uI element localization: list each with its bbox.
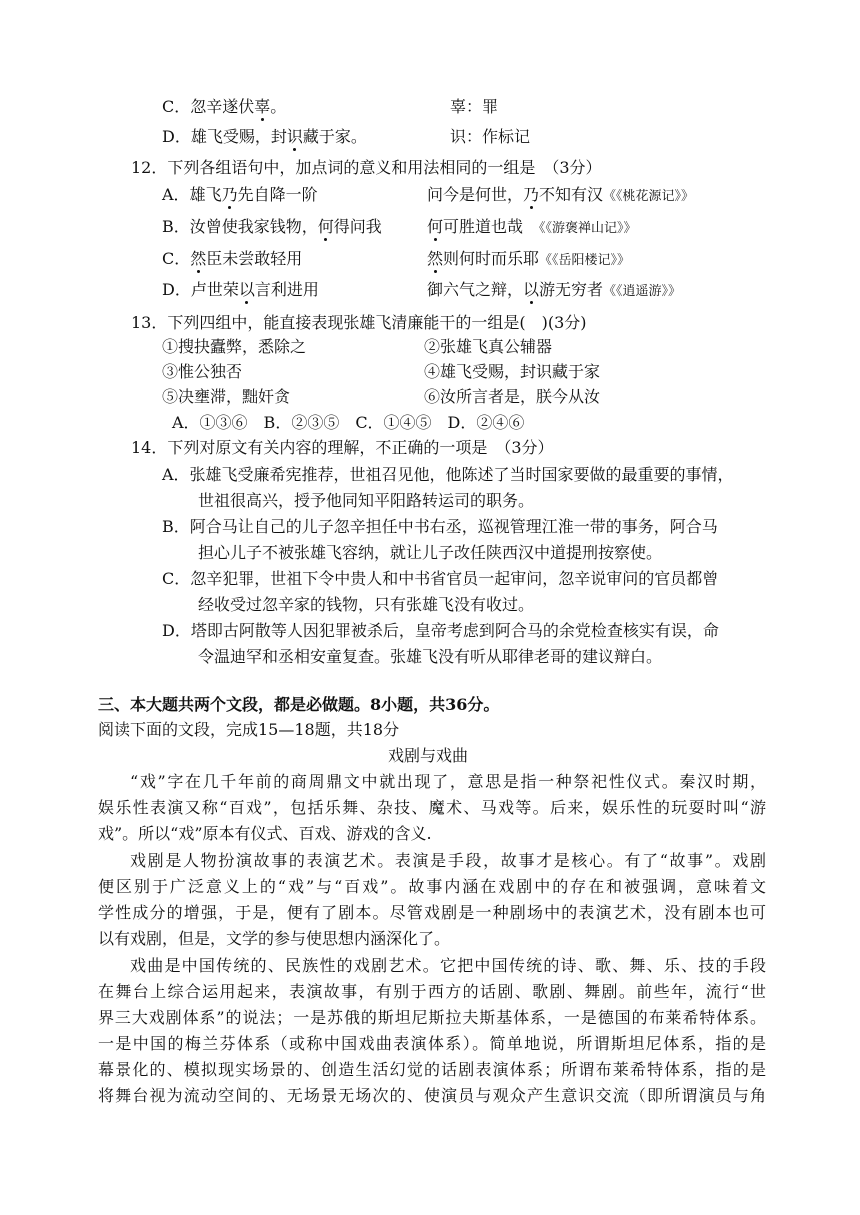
passage-line: 一是中国的梅兰芬体系（或称中国戏曲表演体系）。简单地说，所谓斯坦尼体系，指的是 (98, 1034, 766, 1053)
q12-option-c-compare (427, 248, 630, 272)
passage-line: 娱乐性表演又称“百戏”，包括乐舞、杂技、魔术、马戏等。后来，娱乐性的玩耍时叫“游 (98, 798, 766, 817)
dotted-word: 以 (238, 280, 255, 299)
option-label: C． (162, 249, 191, 268)
q14-option-c-line1: C．忽辛犯罪，世祖下令中贵人和中书省官员一起审问，忽辛说审问的官员都曾 (162, 569, 719, 588)
q13-stem: 13．下列四组中，能直接表现张雄飞清廉能干的一组是( )(3分) (131, 313, 587, 332)
option-text: 则何时而乐耶 (443, 249, 540, 268)
passage-line: “戏”字在几千年前的商周鼎文中就出现了，意思是指一种祭祀性仪式。秦汉时期， (130, 772, 766, 791)
dotted-word: 何 (427, 217, 444, 236)
option-label: B． (162, 217, 190, 236)
q14-option-a-line1: A．张雄飞受廉希宪推荐，世祖召见他，他陈述了当时国家要做的最重要的事情， (162, 465, 734, 484)
q11-option-c-answer: 辜：罪 (450, 97, 499, 116)
source-note: 《《游褒禅山记》》 (539, 221, 637, 236)
option-text: 游无穷者 (539, 280, 604, 299)
q12-option-c (162, 248, 302, 270)
q12-option-b-compare (427, 216, 637, 240)
q13-item: ⑥汝所言者是，朕今从汝 (424, 387, 601, 406)
q11-option-c (162, 96, 286, 118)
option-text: 不知有汉 (539, 185, 604, 204)
passage-line: 将舞台视为流动空间的、无场景无场次的、使演员与观众产生意识交流（即所谓演员与角 (98, 1086, 766, 1105)
option-text: 雄飞受赐，封 (190, 127, 287, 146)
dotted-word: 乃 (221, 185, 238, 204)
section-heading: 三、本大题共两个文段，都是必做题。8小题，共36分。 (98, 695, 500, 714)
passage-title: 戏剧与戏曲 (388, 746, 469, 765)
option-text: 藏于家。 (302, 127, 367, 146)
option-label: D． (162, 280, 191, 299)
q14-stem: 14．下列对原文有关内容的理解，不正确的一项是 （3分） (131, 438, 554, 457)
passage-line: 在舞台上综合运用起来，表演故事，有别于西方的话剧、歌剧、舞剧。前些年，流行“世 (98, 982, 766, 1001)
q13-item: ②张雄飞真公辅器 (424, 337, 553, 356)
dotted-word: 乃 (523, 185, 540, 204)
option-text: 汝曾使我家钱物， (189, 217, 318, 236)
option-text: 。 (270, 97, 287, 116)
dotted-word: 识 (286, 127, 303, 146)
q13-item: ⑤决壅滞，黜奸贪 (162, 387, 291, 406)
q12-option-a-compare (427, 184, 694, 208)
passage-line: 戏剧是人物扮演故事的表演艺术。表演是手段，故事才是核心。有了“故事”。戏剧 (130, 851, 766, 870)
passage-line: 戏曲是中国传统的、民族性的戏剧艺术。它把中国传统的诗、歌、舞、乐、技的手段 (130, 956, 766, 975)
q11-option-d-answer: 识：作标记 (450, 127, 531, 146)
passage-line: 便区别于广泛意义上的“戏”与“百戏”。故事内涵在戏剧中的存在和被强调，意味着文 (98, 877, 766, 896)
option-text: 问今是何世， (427, 185, 524, 204)
option-text: 可胜道也哉 (443, 217, 524, 236)
source-note: 《《逍遥游》》 (603, 284, 682, 299)
option-text: 御六气之辩， (427, 280, 524, 299)
option-text: 得问我 (333, 217, 382, 236)
source-note: 《《岳阳楼记》》 (539, 253, 631, 268)
option-text: 忽辛遂伏 (190, 97, 255, 116)
option-text: 卢世荣 (190, 280, 239, 299)
q14-option-b-line2: 担心儿子不被张雄飞容纳，就让儿子改任陕西汉中道提刑按察使。 (198, 543, 663, 562)
option-text: 先自降一阶 (237, 185, 318, 204)
passage-line: 戏”。所以“戏”原本有仪式、百戏、游戏的含义. (98, 824, 432, 843)
q13-item: ①搜抉蠹弊，悉除之 (162, 337, 307, 356)
q13-item: ④雄飞受赐，封识藏于家 (424, 362, 601, 381)
option-label: C． (162, 97, 191, 116)
reading-instruction: 阅读下面的文段，完成15—18题，共18分 (98, 720, 400, 739)
option-text: 言利进用 (254, 280, 319, 299)
passage-line: 以有戏剧，但是，文学的参与使思想内涵深化了。 (98, 929, 451, 948)
option-text: 臣未尝敢轻用 (206, 249, 303, 268)
q14-option-b-line1: B．阿合马让自己的儿子忽辛担任中书右丞，巡视管理江淮一带的事务，阿合马 (162, 517, 718, 536)
q14-option-a-line2: 世祖很高兴，授予他同知平阳路转运司的职务。 (198, 491, 535, 510)
q12-option-b (162, 216, 382, 238)
dotted-word: 辜 (254, 97, 271, 116)
q13-item: ③惟公独否 (162, 362, 243, 381)
option-label: D． (162, 127, 191, 146)
q13-choices: A．①③⑥ B．②③⑤ C．①④⑤ D．②④⑥ (172, 413, 525, 432)
passage-line: 幕景化的、模拟现实场景的、创造生活幻觉的话剧表演体系；所谓布莱希特体系，指的是 (98, 1060, 766, 1079)
dotted-word: 然 (427, 249, 444, 268)
q14-option-c-line2: 经收受过忽辛家的钱物，只有张雄飞没有收过。 (198, 595, 535, 614)
q11-option-d (162, 126, 367, 148)
dotted-word: 以 (523, 280, 540, 299)
passage-line: 界三大戏剧体系”的说法；一是苏俄的斯坦尼斯拉夫斯基体系，一是德国的布莱希特体系。 (98, 1008, 766, 1027)
source-note: 《《桃花源记》》 (603, 189, 695, 204)
dotted-word: 然 (190, 249, 207, 268)
q12-stem: 12．下列各组语句中，加点词的意义和用法相同的一组是 （3分） (131, 158, 602, 177)
q14-option-d-line2: 令温迪罕和丞相安童复查。张雄飞没有听从耶律老哥的建议辩白。 (198, 647, 663, 666)
q12-option-d-compare (427, 279, 681, 303)
option-text: 雄飞 (189, 185, 222, 204)
q14-option-d-line1: D．塔即古阿散等人因犯罪被杀后，皇帝考虑到阿合马的余党检查核实有误，命 (162, 621, 719, 640)
passage-line: 学性成分的增强，于是，便有了剧本。尽管戏剧是一种剧场中的表演艺术，没有剧本也可 (98, 903, 766, 922)
q12-option-a (162, 184, 318, 206)
dotted-word: 何 (317, 217, 334, 236)
q12-option-d (162, 279, 319, 301)
option-label: A． (162, 185, 190, 204)
